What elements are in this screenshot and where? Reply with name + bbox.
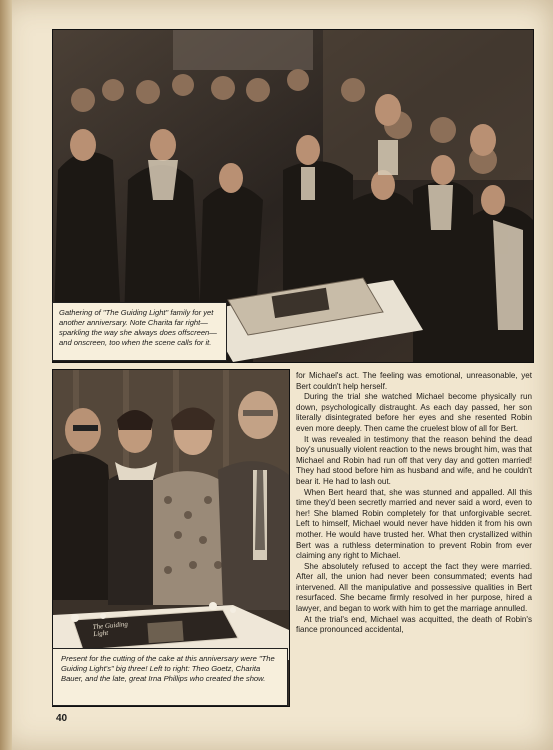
article-paragraph: During the trial she watched Michael become physically run down, psychologically distraught. As each day passed, her son literally disintegrated before her eyes and she resented Robin even more deeply. Then came the cruelest blow of all for Bert. [296, 392, 532, 433]
top-photo-caption-box [52, 302, 227, 361]
bottom-photo-caption-box [52, 648, 288, 706]
article-paragraph: At the trial's end, Michael was acquitted, the death of Robin's fiance pronounced accidental, [296, 614, 532, 635]
article-body [296, 371, 532, 726]
cake-lettering: The Guiding Light [92, 620, 129, 639]
article-paragraph: for Michael's act. The feeling was emotional, unreasonable, yet Bert couldn't help herself. [296, 371, 532, 391]
top-photo-caption: Gathering of "The Guiding Light" family for yet another anniversary. Note Charita far right—sparkling the way she always does offscreen—and onscreen, too when the scene calls for it. [59, 308, 217, 347]
page-spine [0, 0, 12, 750]
article-paragraph: It was revealed in testimony that the reason behind the dead boy's unusually violent reaction to the news brought him, was that Michael and Robin had run off that very day and gotten married! They had stood before him as husband and wife, and he couldn't bear it. He had to lash out. [296, 434, 532, 486]
article-paragraph: She absolutely refused to accept the fact they were married. After all, the union had never been consummated; events had intervened. All the manipulative and possessive qualities in Bert resurfaced. She became firmly resolved in her purpose, hired a lawyer, and began to work with him to get the marriage annulled. [296, 561, 532, 614]
bottom-photo-caption: Present for the cutting of the cake at this anniversary were "The Guiding Light's" big three! Left to right: Theo Goetz, Charita Bauer, and the late, great Irna Phillips who created the show. [61, 654, 275, 683]
page-number: 40 [56, 713, 68, 724]
article-paragraph: When Bert heard that, she was stunned and appalled. All this time they'd been secretly married and never said a word, even to her! She blamed Robin completely for that unforgivable secret. Left to himself, Michael would never have hidden it from his own mother. He would have trusted her. What then crystallized within Bert was a ruthless determination to prevent Robin from ever claiming any right to Michael. [296, 487, 532, 561]
